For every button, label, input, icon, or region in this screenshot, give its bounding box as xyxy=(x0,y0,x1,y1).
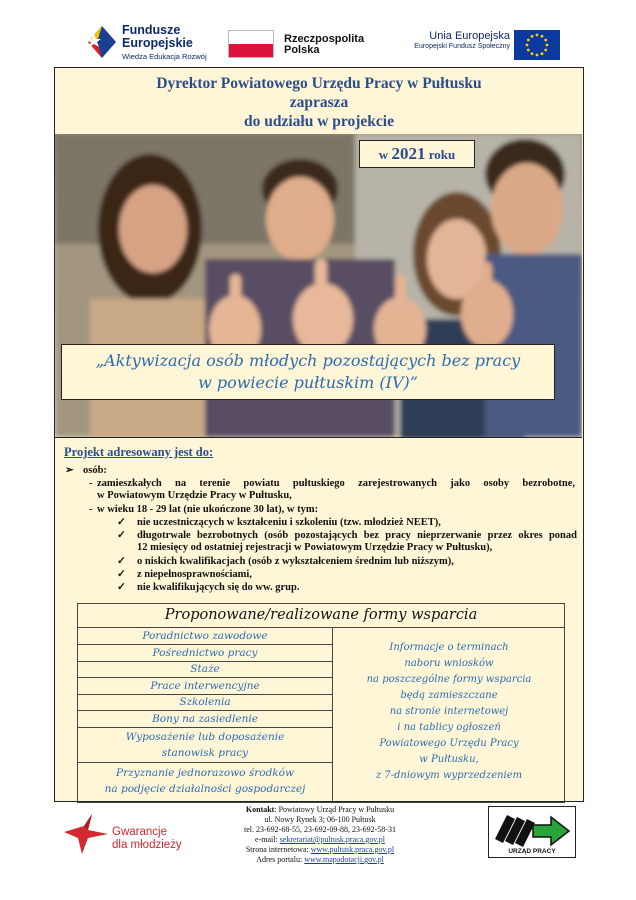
eu-flag-icon xyxy=(514,30,560,60)
fe-logo-line2: Europejskie xyxy=(122,36,193,50)
contact-office: : Powiatowy Urząd Pracy w Pułtusku xyxy=(274,805,395,814)
support-form-label: Bony na zasiedlenie xyxy=(152,713,258,725)
contact-label: Kontakt xyxy=(245,805,275,814)
support-form-row xyxy=(78,711,332,728)
logo-bar xyxy=(0,0,636,66)
support-form-label: Staże xyxy=(190,663,220,675)
urzad-pracy-label: URZĄD PRACY xyxy=(508,848,556,855)
portal-link[interactable]: www.mapadotacji.gov.pl xyxy=(304,855,384,864)
ue-logo-line2: Europejski Fundusz Społeczny xyxy=(414,43,510,50)
info-line: w Pułtusku, xyxy=(419,754,479,765)
support-forms-table xyxy=(77,603,565,803)
info-line: na stronie internetowej xyxy=(389,706,509,717)
support-form-row xyxy=(78,763,332,802)
group-long-term-unemployed-cont: 12 miesięcy od ostatniej rejestracji w Powiatowym Urzędzie Pracy w Pułtusku), xyxy=(137,542,493,553)
info-line: z 7-dniowym wyprzedzeniem xyxy=(375,770,523,781)
gwarancje-line2: dla młodzieży xyxy=(112,839,182,851)
project-name-line2: w powiecie pułtuskim (IV)” xyxy=(198,373,418,392)
support-form-label: Szkolenia xyxy=(179,696,231,708)
rp-logo-line2: Polska xyxy=(284,44,320,56)
criterion-residence-cont: w Powiatowym Urzędzie Pracy w Pułtusku, xyxy=(97,490,292,501)
info-line: na poszczególne formy wsparcia xyxy=(366,674,532,685)
arrow-bullet-icon: ➢ xyxy=(65,465,74,476)
email-label: e-mail: xyxy=(255,835,278,844)
poster-frame xyxy=(54,67,584,802)
contact-info xyxy=(170,805,470,865)
portal-label: Adres portalu: xyxy=(256,855,303,864)
support-form-label: Przyznanie jednorazowo środków xyxy=(116,767,294,779)
check-icon-1: ✓ xyxy=(117,517,126,528)
support-form-row xyxy=(78,628,332,645)
group-low-qualifications: o niskich kwalifikacjach (osób z wykształceniem średnim lub niższym), xyxy=(137,556,454,567)
project-name-box xyxy=(61,344,555,400)
website-link[interactable]: www.pultusk.praca.gov.pl xyxy=(310,845,395,854)
year-value: 2021 xyxy=(391,144,426,163)
project-name-line1: „Aktywizacja osób młodych pozostających bez pracy xyxy=(95,351,521,370)
support-forms-list xyxy=(78,628,332,802)
group-neet: nie uczestniczących w kształceniu i szkoleniu (tzw. młodzież NEET), xyxy=(137,517,441,528)
check-icon-3: ✓ xyxy=(117,556,126,567)
check-icon-5: ✓ xyxy=(117,582,126,593)
info-line: Informacje o terminach xyxy=(389,642,509,653)
recruitment-info xyxy=(332,628,565,802)
contact-address: ul. Nowy Rynek 3; 06-100 Pułtusk xyxy=(264,815,376,824)
project-description xyxy=(55,437,582,593)
fe-logo-line3: Wiedza Edukacja Rozwój xyxy=(122,52,207,61)
poster-title xyxy=(55,74,583,131)
persons-label: osób: xyxy=(83,465,107,476)
fe-logo-line1: Fundusze xyxy=(122,23,181,37)
email-link[interactable]: sekretariat@pultusk.praca.gov.pl xyxy=(279,835,385,844)
info-line: i na tablicy ogłoszeń xyxy=(397,722,501,733)
contact-phones: tel. 23-692-68-55, 23-692-09-88, 23-692-58-31 xyxy=(244,825,396,834)
urzad-pracy-arrow-icon xyxy=(489,809,575,849)
support-form-label-cont: na podjęcie działalności gospodarczej xyxy=(104,783,306,795)
support-form-label: Wyposażenie lub doposażenie xyxy=(125,731,285,743)
title-line-2: zaprasza xyxy=(289,94,349,111)
support-form-label: Prace interwencyjne xyxy=(150,680,260,692)
group-disabilities: z niepełnosprawnościami, xyxy=(137,569,252,580)
red-bird-icon xyxy=(62,812,110,856)
addressed-heading: Projekt adresowany jest do: xyxy=(64,445,214,459)
year-prefix: w xyxy=(378,147,389,162)
check-icon-2: ✓ xyxy=(117,530,126,541)
title-line-1: Dyrektor Powiatowego Urzędu Pracy w Pułtusku xyxy=(156,75,482,92)
gwarancje-line1: Gwarancje xyxy=(112,826,167,838)
rp-logo-line1: Rzeczpospolita xyxy=(284,33,365,45)
fe-star-icon xyxy=(88,22,116,62)
young-people-photo xyxy=(55,134,582,437)
info-line: Powiatowego Urzędu Pracy xyxy=(379,738,519,749)
polish-flag-icon xyxy=(228,30,274,58)
criterion-residence: zamieszkałych na terenie powiatu pułtuskiego zarejestrowanych jako osoby bezrobotne, xyxy=(97,478,575,489)
dash-marker-2: - xyxy=(89,504,93,515)
support-form-label: Pośrednictwo pracy xyxy=(152,647,258,659)
urzad-pracy-logo xyxy=(488,806,576,858)
support-form-row xyxy=(78,678,332,695)
group-other: nie kwalifikujących się do ww. grup. xyxy=(137,582,300,593)
support-form-row xyxy=(78,728,332,763)
year-badge xyxy=(359,140,475,168)
support-forms-title: Proponowane/realizowane formy wsparcia xyxy=(78,604,564,628)
support-form-label-cont: stanowisk pracy xyxy=(161,747,249,759)
title-line-3: do udziału w projekcie xyxy=(244,113,394,130)
group-long-term-unemployed: długotrwale bezrobotnych (osób pozostających bez pracy nieprzerwanie przez okres ponad xyxy=(137,530,577,541)
info-line: naboru wniosków xyxy=(404,658,494,669)
support-form-row xyxy=(78,662,332,678)
ue-logo-line1: Unia Europejska xyxy=(429,30,510,42)
support-form-label: Poradnictwo zawodowe xyxy=(142,630,268,642)
support-form-row xyxy=(78,695,332,711)
info-line: będą zamieszczane xyxy=(400,690,498,701)
check-icon-4: ✓ xyxy=(117,569,126,580)
dash-marker-1: - xyxy=(89,478,93,489)
support-form-row xyxy=(78,645,332,662)
criterion-age: w wieku 18 - 29 lat (nie ukończone 30 lat), w tym: xyxy=(97,504,319,515)
website-label: Strona internetowa: xyxy=(245,845,309,854)
year-suffix: roku xyxy=(428,147,456,162)
